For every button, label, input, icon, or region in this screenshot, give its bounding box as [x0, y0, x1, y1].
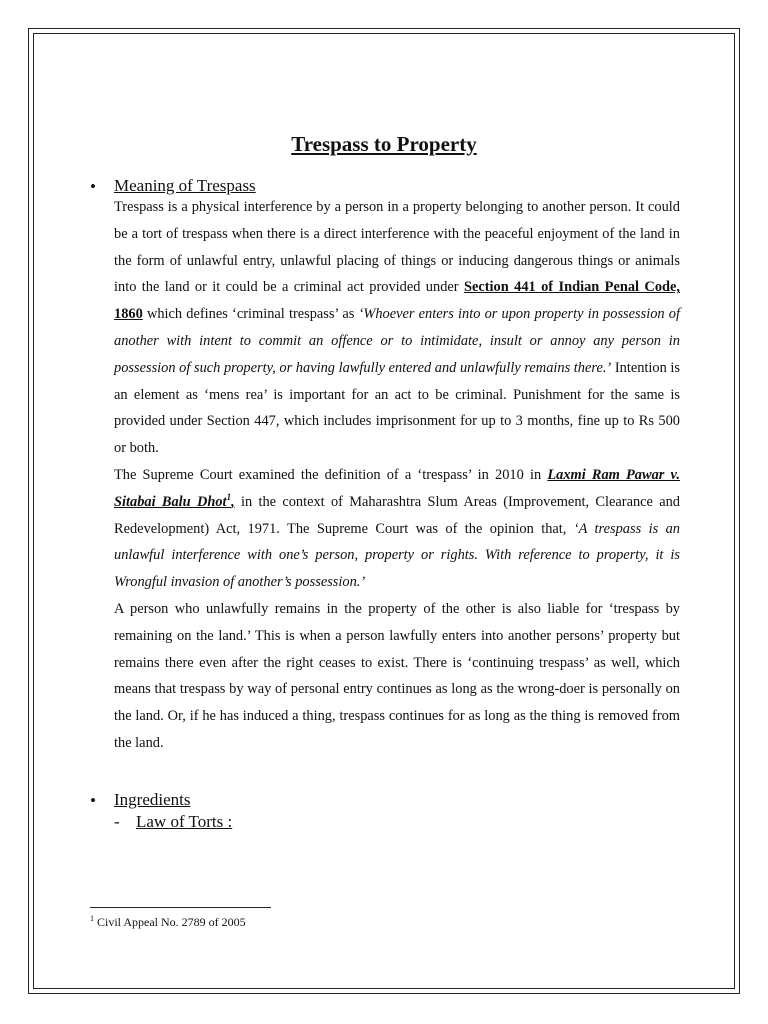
- footnote-reference: 1: [226, 491, 232, 502]
- dash-marker: -: [114, 812, 120, 831]
- case-citation: Laxmi Ram Pawar v. Sitabai Balu Dhot$^1$,: [114, 466, 680, 510]
- subheading-law-of-torts: Law of Torts :: [136, 812, 233, 831]
- paragraph-case-law: The Supreme Court examined the definition of a ‘trespass’ in 2010 in Laxmi Ram Pawar v. Sitabai Balu Dhot$^1$, in the context of Maharashtra Slum Areas (Improvement, Clearance and Redevelopment) Act, 1971. The Supreme Court was of the opinion that, ‘A trespass is an unlawful interference with one’s person, property or rights. With reference to property, it is Wrongful invasion of another’s possession.’: [114, 466, 680, 591]
- section-body: [114, 194, 680, 757]
- section-heading-ingredients: Ingredients: [114, 790, 191, 809]
- statute-quote: ‘Whoever enters into or upon property in possession of another with intent to commit an offence or to intimidate, insult or annoy any person in possession of such property, or having lawfully entered and unlawfully remains there.’: [114, 306, 680, 376]
- footnote-mark: 1: [90, 914, 94, 923]
- footnote-separator: [90, 907, 271, 908]
- bullet-marker: •: [90, 791, 96, 810]
- court-quote: ‘A trespass is an unlawful interference with one’s person, property or rights. With reference to property, it is Wrongful invasion of another’s possession.’: [114, 520, 680, 591]
- document-title: Trespass to Property: [291, 132, 477, 156]
- paragraph-continuing-trespass: A person who unlawfully remains in the property of the other is also liable for ‘trespass by remaining on the land.’ This is when a person lawfully enters into another persons’ property but remains there even after the right ceases to exist. There is ‘continuing trespass’ as well, which means that trespass by way of personal entry continues as long as the wrong-doer is personally on the land. Or, if he has induced a thing, trespass continues for as long as the thing is removed from the land.: [114, 600, 680, 751]
- footnote: $^1$ Civil Appeal No. 2789 of 2005: [90, 914, 246, 929]
- paragraph-definition: Trespass is a physical interference by a person in a property belonging to another person. It could be a tort of trespass when there is a direct interference with the peaceful enjoyment of the land in the form of unlawful entry, unlawful placing of things or inducing dangerous things or animals into the land or it could be a criminal act provided under Section 441 of Indian Penal Code, 1860 which defines ‘criminal trespass’ as ‘Whoever enters into or upon property in possession of another with intent to commit an offence or to intimidate, insult or annoy any person in possession of such property, or having lawfully entered and unlawfully remains there.’ Intention is an element as ‘mens rea’ is important for an act to be criminal. Punishment for the same is provided under Section 447, which includes imprisonment for up to 3 months, fine up to Rs 500 or both.: [114, 199, 681, 457]
- bullet-marker: •: [90, 177, 96, 196]
- statute-reference: Section 441 of Indian Penal Code, 1860: [114, 279, 680, 323]
- section-heading-meaning: Meaning of Trespass: [114, 176, 256, 195]
